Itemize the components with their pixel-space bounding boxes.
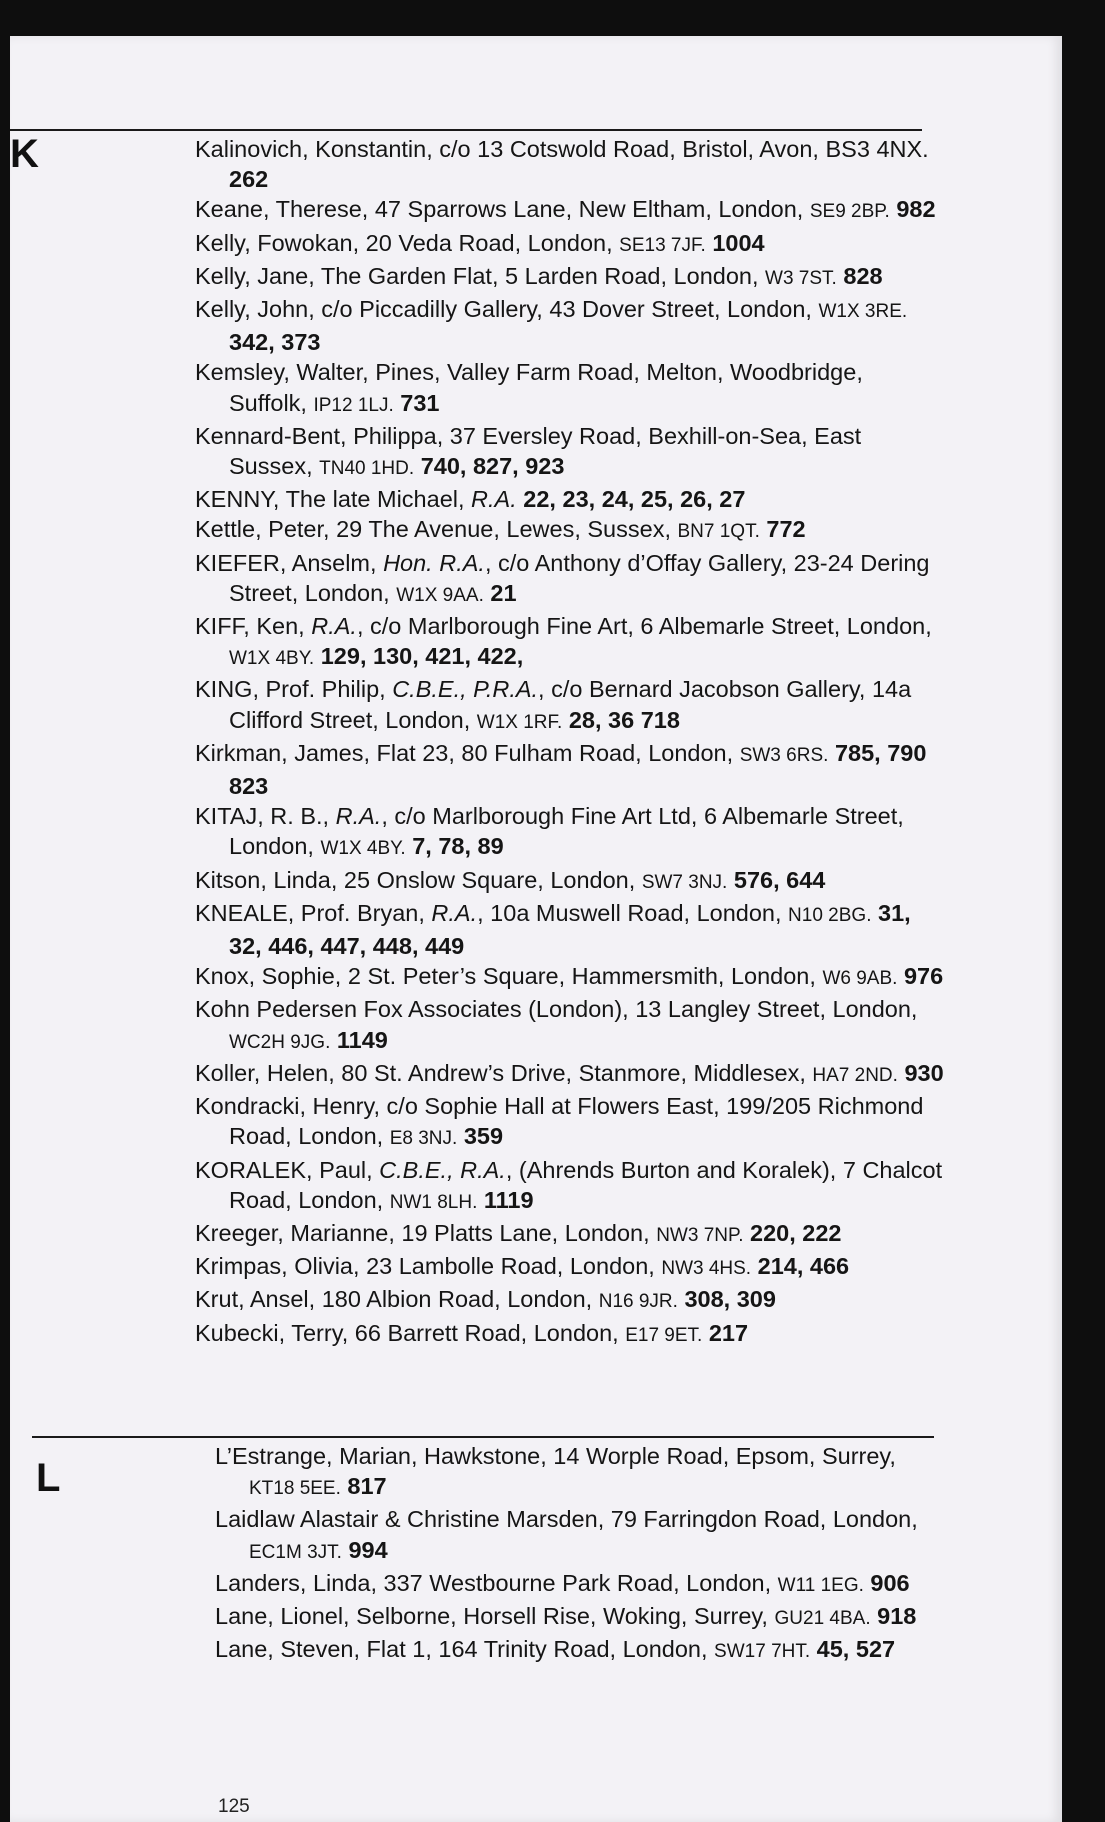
entry-refs: 906 <box>870 1569 910 1596</box>
entry-refs: 262 <box>229 166 269 193</box>
entry-text: , c/o Marlborough Fine Art Ltd, 6 Albemarle Street, London, <box>229 803 904 860</box>
entry-text: Lane, Lionel, Selborne, Horsell Rise, Woking, Surrey, <box>215 1603 775 1630</box>
entry-postcode: BN7 1QT. <box>677 521 760 543</box>
entry-postcode: NW1 8LH. <box>389 1191 478 1213</box>
entry-text: KIFF, Ken, <box>195 613 312 640</box>
entry-postcode: W1X 1RF. <box>476 711 563 733</box>
entry-postcode: SW3 6RS. <box>739 744 829 766</box>
entry-text: Kelly, John, c/o Piccadilly Gallery, 43 Dover Street, London, <box>195 296 819 323</box>
entry-refs: 28, 36 718 <box>568 706 680 733</box>
directory-entry <box>215 1504 935 1567</box>
entry-refs: 7, 78, 89 <box>412 833 504 860</box>
entry-refs: 21 <box>490 579 517 606</box>
directory-entry <box>195 421 945 484</box>
entry-refs: 1004 <box>712 229 765 256</box>
entry-refs: 918 <box>877 1603 917 1630</box>
entry-postcode: E8 3NJ. <box>389 1128 458 1150</box>
entry-title: R.A. <box>431 899 478 926</box>
section-letter-l: L <box>36 1456 61 1500</box>
entry-refs: 214, 466 <box>757 1253 850 1280</box>
entry-refs: 217 <box>708 1319 749 1346</box>
directory-entry <box>195 1091 945 1154</box>
entry-text: KING, Prof. Philip, <box>195 676 393 703</box>
entry-postcode: W1X 4BY. <box>320 838 406 860</box>
section-k-rule <box>10 129 922 131</box>
entry-text: Kubecki, Terry, 66 Barrett Road, London, <box>195 1319 626 1346</box>
entry-text: , (Ahrends Burton and Koralek), 7 Chalcot Road, London, <box>229 1156 943 1213</box>
entry-text: , c/o Bernard Jacobson Gallery, 14a Clifford Street, London, <box>229 676 912 733</box>
directory-entry <box>215 1441 935 1504</box>
directory-entry <box>195 801 945 864</box>
entry-text: Kitson, Linda, 25 Onslow Square, London, <box>195 866 642 893</box>
entry-text: Kelly, Fowokan, 20 Veda Road, London, <box>195 229 620 256</box>
entry-postcode: EC1M 3JT. <box>249 1541 342 1563</box>
entry-postcode: TN40 1HD. <box>319 458 415 480</box>
entry-text: Kettle, Peter, 29 The Avenue, Lewes, Sussex, <box>195 516 678 543</box>
entry-title: R.A. <box>471 486 517 513</box>
directory-entry <box>195 357 945 420</box>
entry-refs: 576, 644 <box>733 866 826 893</box>
directory-entry <box>195 294 945 357</box>
entry-text: Kemsley, Walter, Pines, Valley Farm Road, Melton, Woodbridge, Suffolk, <box>195 359 863 416</box>
entry-postcode: WC2H 9JG. <box>229 1031 331 1053</box>
entry-postcode: SW17 7HT. <box>714 1641 811 1663</box>
entry-refs: 220, 222 <box>750 1219 842 1246</box>
directory-entry <box>215 1568 935 1601</box>
directory-entry <box>195 1058 945 1091</box>
entry-postcode: W1X 3RE. <box>818 301 908 323</box>
entry-title: R.A. <box>311 613 357 640</box>
entry-refs: 994 <box>348 1536 388 1563</box>
entry-postcode: N16 9JR. <box>598 1291 678 1313</box>
entry-refs: 1119 <box>483 1186 534 1213</box>
directory-entry <box>195 194 945 227</box>
directory-entry <box>195 228 945 261</box>
directory-entry <box>195 261 945 294</box>
entry-postcode: IP12 1LJ. <box>313 394 394 416</box>
directory-entry <box>195 994 945 1057</box>
entry-title: R.A. <box>335 803 382 830</box>
entry-text: Landers, Linda, 337 Westbourne Park Road, London, <box>215 1569 778 1596</box>
entry-text: Krut, Ansel, 180 Albion Road, London, <box>195 1286 599 1313</box>
section-l-entries <box>215 1441 935 1667</box>
directory-entry <box>195 1218 945 1251</box>
entry-text: Laidlaw Alastair & Christine Marsden, 79 Farringdon Road, London, <box>215 1506 918 1533</box>
entry-title: C.B.E., R.A. <box>379 1156 506 1183</box>
entry-text: Kohn Pedersen Fox Associates (London), 13 Langley Street, London, <box>195 996 918 1023</box>
directory-entry <box>195 134 945 194</box>
directory-entry <box>195 1251 945 1284</box>
entry-postcode: KT18 5EE. <box>249 1478 341 1500</box>
entry-text: Kreeger, Marianne, 19 Platts Lane, London, <box>195 1219 657 1246</box>
entry-text: KENNY, The late Michael, <box>195 486 472 513</box>
entry-postcode: E17 9ET. <box>625 1324 703 1346</box>
entry-refs: 31, 32, 446, 447, 448, 449 <box>229 899 911 960</box>
entry-text: Kelly, Jane, The Garden Flat, 5 Larden Road, London, <box>195 262 766 289</box>
entry-postcode: GU21 4BA. <box>774 1608 871 1630</box>
entry-text: Krimpas, Olivia, 23 Lambolle Road, London, <box>195 1253 662 1280</box>
section-l-rule <box>32 1436 934 1438</box>
section-k-entries <box>195 134 945 1351</box>
directory-entry <box>195 865 945 898</box>
entry-refs: 817 <box>347 1473 387 1500</box>
entry-refs: 342, 373 <box>229 329 321 356</box>
entry-postcode: W1X 4BY. <box>229 648 315 670</box>
directory-entry <box>195 674 945 737</box>
entry-postcode: SW7 3NJ. <box>641 871 728 893</box>
directory-entry <box>195 484 945 514</box>
entry-text: KNEALE, Prof. Bryan, <box>195 899 432 926</box>
entry-refs: 22, 23, 24, 25, 26, 27 <box>523 486 746 513</box>
directory-entry <box>195 1318 945 1351</box>
book-page <box>10 36 1062 1822</box>
entry-refs: 976 <box>903 963 944 990</box>
directory-entry <box>195 548 945 611</box>
entry-text: Lane, Steven, Flat 1, 164 Trinity Road, London, <box>215 1636 715 1663</box>
directory-entry <box>195 514 945 547</box>
entry-text: Koller, Helen, 80 St. Andrew’s Drive, Stanmore, Middlesex, <box>195 1059 813 1086</box>
section-letter-k: K <box>10 132 39 176</box>
entry-refs: 129, 130, 421, 422, <box>320 643 524 670</box>
entry-postcode: W3 7ST. <box>765 267 837 289</box>
entry-refs: 1149 <box>336 1026 388 1053</box>
entry-title: Hon. R.A. <box>383 549 485 576</box>
entry-text: , c/o Marlborough Fine Art, 6 Albemarle Street, London, <box>356 613 932 640</box>
entry-postcode: SE13 7JF. <box>619 234 706 256</box>
entry-refs: 359 <box>463 1123 504 1150</box>
entry-refs: 772 <box>766 516 806 543</box>
entry-text: Kennard-Bent, Philippa, 37 Eversley Road, Bexhill-on-Sea, East Sussex, <box>195 422 862 480</box>
directory-entry <box>195 898 945 961</box>
entry-text: Keane, Therese, 47 Sparrows Lane, New Eltham, London, <box>195 196 810 223</box>
entry-postcode: N10 2BG. <box>788 904 872 926</box>
entry-refs: 740, 827, 923 <box>420 453 565 480</box>
entry-text: L’Estrange, Marian, Hawkstone, 14 Worple Road, Epsom, Surrey, <box>215 1443 896 1469</box>
entry-refs: 785, 790 823 <box>229 739 927 800</box>
entry-text: KITAJ, R. B., <box>195 803 336 830</box>
entry-text: Kondracki, Henry, c/o Sophie Hall at Flowers East, 199/205 Richmond Road, London, <box>195 1093 924 1150</box>
directory-entry <box>215 1634 935 1667</box>
page-number: 125 <box>218 1796 250 1817</box>
entry-title: C.B.E., P.R.A. <box>392 676 539 703</box>
directory-entry <box>195 961 945 994</box>
entry-postcode: SE9 2BP. <box>809 201 890 223</box>
entry-text: Knox, Sophie, 2 St. Peter’s Square, Hammersmith, London, <box>195 963 823 990</box>
entry-refs: 828 <box>843 262 883 289</box>
entry-text: Kirkman, James, Flat 23, 80 Fulham Road, London, <box>195 739 740 766</box>
entry-text: , 10a Muswell Road, London, <box>477 899 789 926</box>
entry-refs: 308, 309 <box>684 1286 776 1313</box>
entry-refs: 731 <box>400 389 440 416</box>
entry-refs: 982 <box>896 196 936 223</box>
entry-postcode: NW3 4HS. <box>661 1258 752 1280</box>
directory-entry <box>215 1601 935 1634</box>
directory-entry <box>195 1155 945 1218</box>
entry-postcode: W11 1EG. <box>777 1574 864 1596</box>
entry-text: KIEFER, Anselm, <box>195 549 384 576</box>
directory-entry <box>195 1284 945 1317</box>
entry-text: KORALEK, Paul, <box>195 1156 380 1183</box>
directory-entry <box>195 611 945 674</box>
entry-text: , c/o Anthony d’Offay Gallery, 23-24 Dering Street, London, <box>229 549 930 606</box>
entry-postcode: W1X 9AA. <box>396 584 484 606</box>
entry-text: Kalinovich, Konstantin, c/o 13 Cotswold Road, Bristol, Avon, BS3 4NX. <box>195 136 929 162</box>
directory-entry <box>195 738 945 801</box>
entry-postcode: W6 9AB. <box>822 968 898 990</box>
entry-postcode: HA7 2ND. <box>812 1064 898 1086</box>
entry-refs: 45, 527 <box>816 1636 896 1663</box>
entry-postcode: NW3 7NP. <box>656 1224 744 1246</box>
entry-refs: 930 <box>904 1059 944 1086</box>
